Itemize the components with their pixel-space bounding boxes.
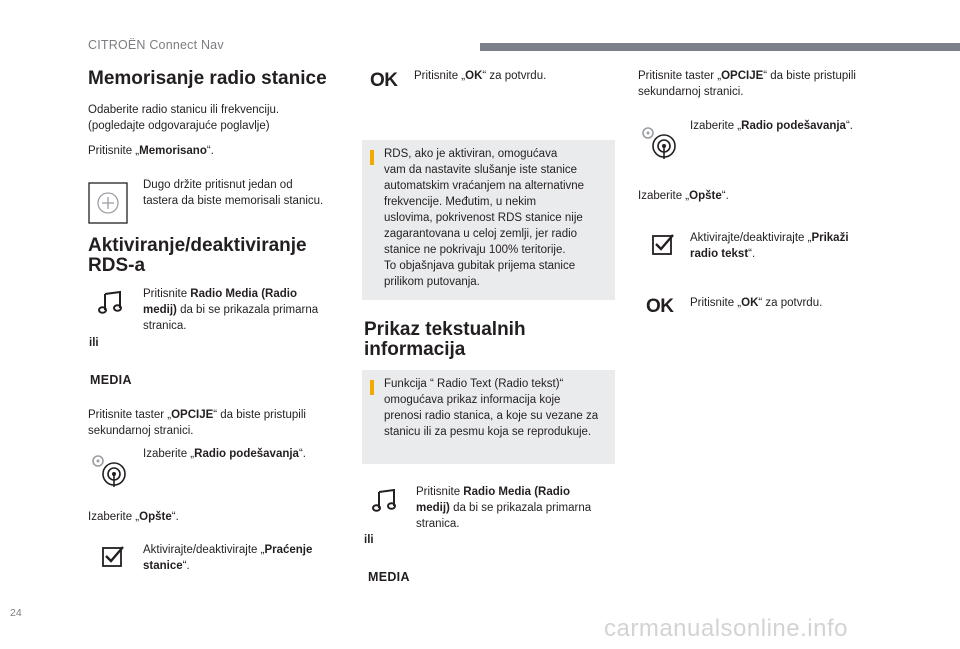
info-box-rds	[362, 140, 615, 300]
info-line: stanicu ili za pesmu koja se reprodukuje.	[384, 426, 592, 438]
info-line: vam da nastavite slušanje iste stanice	[384, 164, 578, 176]
paragraph-select-radio-settings-2: Izaberite „Radio podešavanja“.	[690, 120, 853, 132]
info-box-radio-text	[362, 370, 615, 464]
paragraph-select-general: Izaberite „Opšte“.	[88, 511, 179, 523]
info-line: RDS, ako je aktiviran, omogućava	[384, 148, 558, 160]
info-line: prilikom putovanja.	[384, 276, 480, 288]
paragraph-press-options-2: Pritisnite taster „OPCIJE“ da biste pristupili sekundarnoj stranici.	[638, 70, 856, 98]
media-button-label: MEDIA	[90, 373, 132, 387]
paragraph-press-ok: Pritisnite „OK“ za potvrdu.	[414, 70, 547, 82]
paragraph-select-radio-settings: Izaberite „Radio podešavanja“.	[143, 448, 306, 460]
music-note-icon	[372, 487, 400, 513]
radio-settings-icon	[90, 452, 130, 488]
or-label: ili	[364, 534, 374, 546]
ok-button-label: OK	[370, 70, 398, 91]
checkbox-icon	[101, 544, 125, 568]
radio-settings-icon	[640, 124, 680, 160]
ok-button-label: OK	[646, 296, 674, 317]
paragraph-toggle-tracking: Aktivirajte/deaktivirajte „Praćenje stanice“.	[143, 544, 313, 572]
manual-title: CITROËN Connect Nav	[88, 38, 224, 52]
info-line: frekvencije. Međutim, u nekim	[384, 196, 537, 208]
paragraph-hold-button: Dugo držite pritisnut jedan od tastera da biste memorisali stanicu.	[143, 179, 324, 207]
paragraph-press-memorize: Pritisnite „Memorisano“.	[88, 145, 214, 157]
info-line: omogućava prikaz informacija koje	[384, 394, 561, 406]
watermark: carmanualsonline.info	[604, 615, 848, 642]
checkbox-icon	[651, 232, 675, 256]
or-label: ili	[89, 337, 99, 349]
paragraph-select-station: Odaberite radio stanicu ili frekvenciju. (pogledajte odgovarajuće poglavlje)	[88, 104, 280, 132]
paragraph-toggle-radio-text: Aktivirajte/deaktivirajte „Prikaži radio tekst“.	[690, 232, 849, 260]
info-text-rds	[384, 146, 607, 290]
header-bar	[480, 43, 960, 51]
heading-radio-text: Prikaz tekstualnih informacija	[364, 319, 526, 360]
paragraph-press-radio-media: Pritisnite Radio Media (Radio medij) da bi se prikazala primarna stranica.	[143, 288, 319, 332]
info-line: prenosi radio stanica, a koje su vezane za	[384, 410, 599, 422]
paragraph-press-options: Pritisnite taster „OPCIJE“ da biste pristupili sekundarnoj stranici.	[88, 409, 306, 437]
info-line: zagarantovana u celoj zemlji, jer radio	[384, 228, 578, 240]
info-icon	[370, 150, 374, 165]
info-line: uslovima, pokrivenost RDS stanice nije	[384, 212, 583, 224]
info-line: stanice ne pokrivaju 100% teritorije.	[384, 244, 566, 256]
add-preset-icon	[88, 182, 128, 224]
info-icon	[370, 380, 374, 395]
info-line: Funkcija “ Radio Text (Radio tekst)“	[384, 378, 564, 390]
info-line: automatskim vraćanjem na alternativne	[384, 180, 585, 192]
info-text-radio-text	[384, 376, 607, 440]
info-line: To objašnjava gubitak prijema stanice	[384, 260, 576, 272]
paragraph-select-general-2: Izaberite „Opšte“.	[638, 190, 729, 202]
paragraph-press-ok-2: Pritisnite „OK“ za potvrdu.	[690, 297, 823, 309]
heading-rds-toggle: Aktiviranje/deaktiviranje RDS-a	[88, 235, 307, 276]
heading-memorize-station: Memorisanje radio stanice	[88, 68, 327, 89]
media-button-label: MEDIA	[368, 570, 410, 584]
paragraph-press-radio-media-2: Pritisnite Radio Media (Radio medij) da bi se prikazala primarna stranica.	[416, 486, 592, 530]
page-number: 24	[10, 607, 22, 619]
music-note-icon	[98, 289, 126, 315]
